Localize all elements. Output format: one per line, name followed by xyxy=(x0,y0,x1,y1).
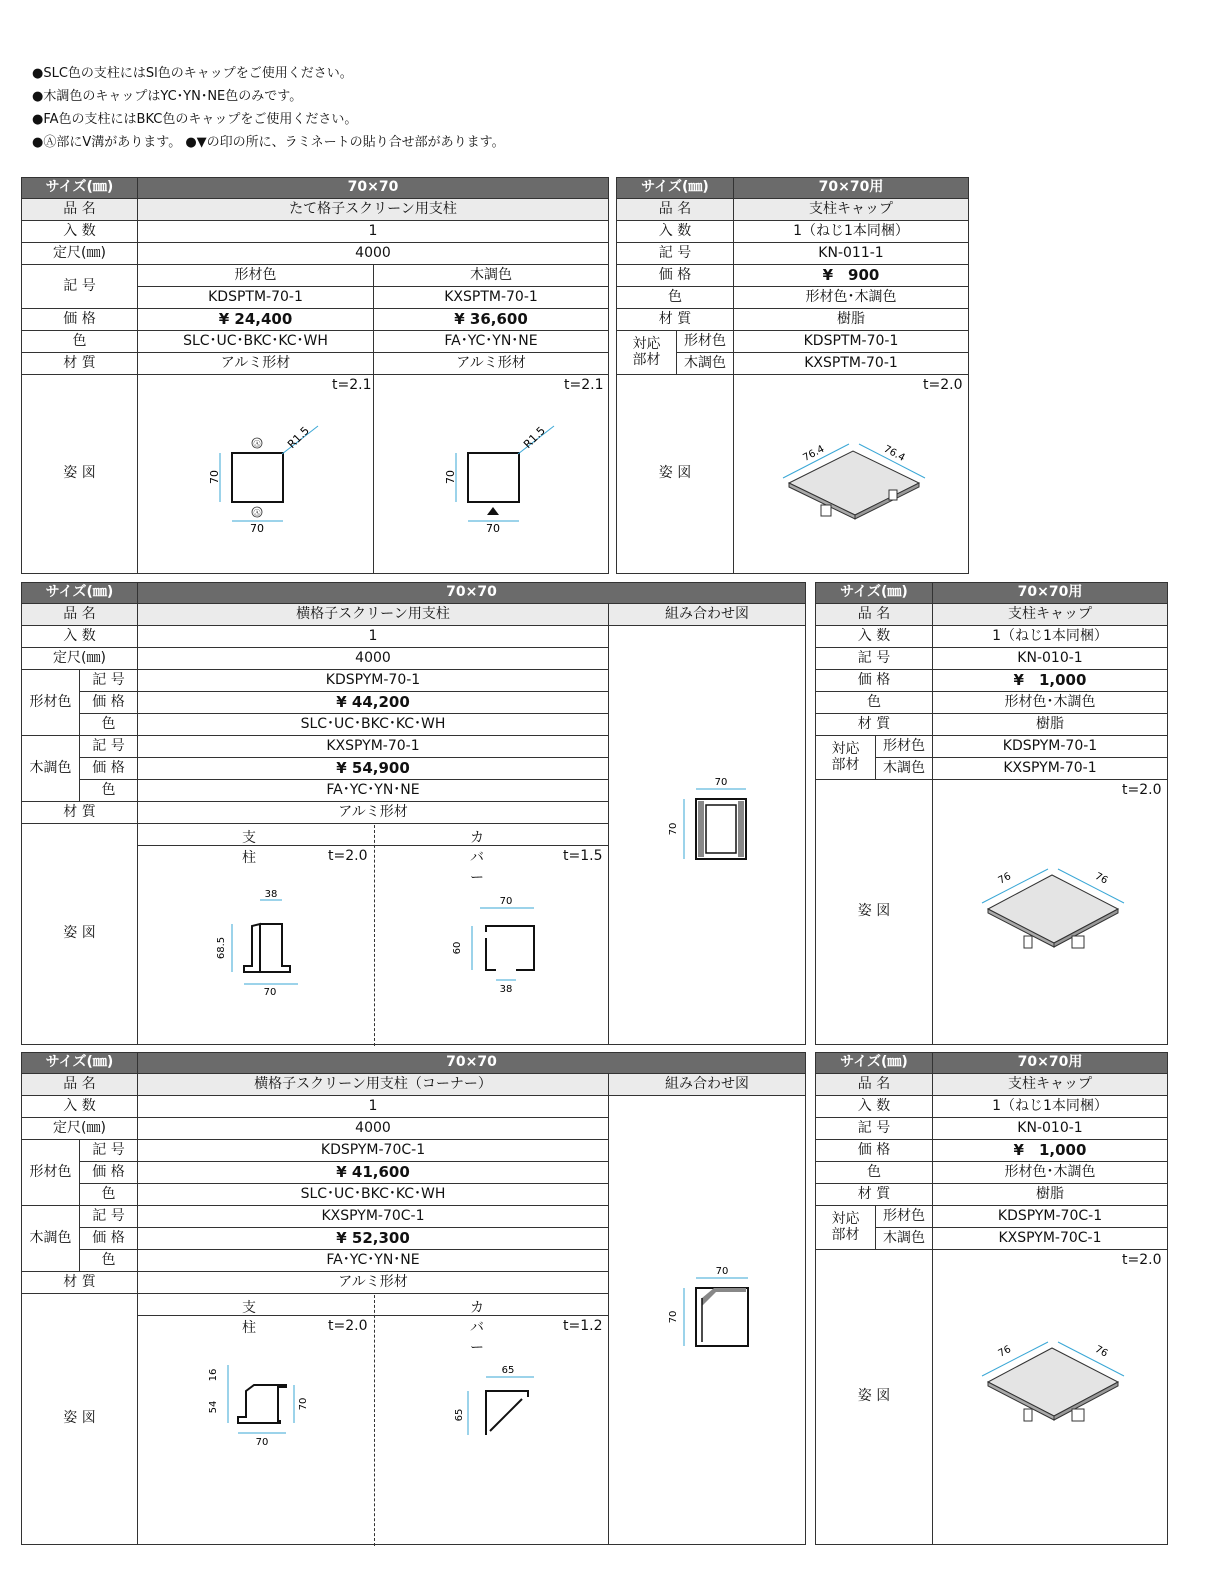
dim-width: 70 xyxy=(714,777,728,788)
dim-width: 70 xyxy=(715,1266,729,1277)
compat-label: 対応 部材 xyxy=(815,1205,876,1250)
color-a: SLC･UC･BKC･KC･WH xyxy=(137,330,374,353)
material-label: 材 質 xyxy=(616,308,734,331)
product-name: 支柱キャップ xyxy=(733,198,969,221)
sub-header-row xyxy=(137,823,609,846)
material-label: 材 質 xyxy=(815,713,933,736)
divider xyxy=(374,1295,375,1546)
dim-width: 70 xyxy=(486,522,500,535)
dim-b: 76 xyxy=(1092,870,1110,887)
price-label: 価 格 xyxy=(616,264,734,287)
price-value: ¥ 1,000 xyxy=(932,669,1168,692)
color-label-a: 色 xyxy=(79,1183,138,1206)
length-value: 4000 xyxy=(137,647,609,670)
dim-height: 60 xyxy=(452,941,463,955)
profile-diagram-b xyxy=(434,418,564,538)
thickness: t=2.0 xyxy=(1122,1252,1162,1268)
qty-value: 1（ねじ1本同梱） xyxy=(733,220,969,243)
cap-diagram xyxy=(968,865,1138,965)
color-label: 色 xyxy=(815,691,933,714)
product-name: 横格子スクリーン用支柱（コーナー） xyxy=(137,1073,609,1096)
notes xyxy=(32,62,505,154)
cap-diagram xyxy=(968,1338,1138,1438)
groove-mark-bottom: Ⓐ xyxy=(253,509,261,517)
code-label: 記 号 xyxy=(815,1117,933,1140)
code-label-b: 記 号 xyxy=(79,1205,138,1228)
price-a: ¥ 44,200 xyxy=(137,691,609,714)
compat-b-label: 木調色 xyxy=(875,757,933,780)
divider xyxy=(374,825,375,1046)
frame-color-group-label: 形材色 xyxy=(21,669,80,736)
dim-b: 76 xyxy=(1092,1343,1110,1360)
compat-a-label: 形材色 xyxy=(676,330,734,353)
compat-a: KDSPYM-70C-1 xyxy=(932,1205,1168,1228)
size-value: 70×70 xyxy=(137,582,806,604)
dim-a: 76 xyxy=(996,870,1014,887)
material-value: アルミ形材 xyxy=(137,1271,609,1294)
code-a: KDSPYM-70-1 xyxy=(137,669,609,692)
compat-label: 対応 部材 xyxy=(815,735,876,780)
dim-height: 70 xyxy=(444,470,457,484)
color-b: FA･YC･YN･NE xyxy=(137,779,609,802)
size-value: 70×70用 xyxy=(932,1052,1168,1074)
price-value: ¥ 1,000 xyxy=(932,1139,1168,1162)
compat-b: KXSPYM-70-1 xyxy=(932,757,1168,780)
figure-label: 姿 図 xyxy=(21,1293,138,1545)
material-value: 樹脂 xyxy=(932,713,1168,736)
dim-top: 16 xyxy=(208,1368,219,1382)
post-label: 支柱 xyxy=(242,1300,256,1336)
dim-b: 76.4 xyxy=(881,443,907,464)
qty-label: 入 数 xyxy=(815,1095,933,1118)
dim-height: 70 xyxy=(668,1310,679,1324)
color-label: 色 xyxy=(815,1161,933,1184)
color-label-a: 色 xyxy=(79,713,138,736)
code-value: KN-011-1 xyxy=(733,242,969,265)
qty-label: 入 数 xyxy=(815,625,933,648)
note-1: ●SLC色の支柱にはSl色のキャップをご使用ください。 xyxy=(32,66,353,81)
compat-b-label: 木調色 xyxy=(875,1227,933,1250)
compat-b: KXSPYM-70C-1 xyxy=(932,1227,1168,1250)
qty-value: 1（ねじ1本同梱） xyxy=(932,1095,1168,1118)
product-name: たて格子スクリーン用支柱 xyxy=(137,198,609,221)
name-label: 品 名 xyxy=(21,1073,138,1096)
figure-label: 姿 図 xyxy=(815,1249,933,1545)
name-label: 品 名 xyxy=(616,198,734,221)
dim-bottom: 38 xyxy=(499,984,513,995)
code-label-a: 記 号 xyxy=(79,669,138,692)
price-label-a: 価 格 xyxy=(79,1161,138,1184)
code-label-b: 記 号 xyxy=(79,735,138,758)
groove-mark-top: Ⓐ xyxy=(253,440,261,448)
product-name: 支柱キャップ xyxy=(932,603,1168,626)
size-value: 70×70 xyxy=(137,1052,806,1074)
color-a: SLC･UC･BKC･KC･WH xyxy=(137,1183,609,1206)
compat-b-label: 木調色 xyxy=(676,352,734,375)
dim-height: 70 xyxy=(668,822,679,836)
thickness: t=2.0 xyxy=(923,377,963,393)
wood-color-group-label: 木調色 xyxy=(21,735,80,802)
dim-a: 76.4 xyxy=(801,443,827,464)
dim-height: 65 xyxy=(454,1408,465,1422)
code-label: 記 号 xyxy=(815,647,933,670)
code-label-a: 記 号 xyxy=(79,1139,138,1162)
figure-label: 姿 図 xyxy=(616,374,734,574)
size-label: サイズ(㎜) xyxy=(21,582,138,604)
cover-label: カバー xyxy=(470,830,484,886)
compat-a-label: 形材色 xyxy=(875,735,933,758)
name-label: 品 名 xyxy=(815,603,933,626)
wood-color-group-label: 木調色 xyxy=(21,1205,80,1272)
qty-label: 入 数 xyxy=(21,1095,138,1118)
corner-post-profile-diagram xyxy=(202,1351,322,1491)
qty-label: 入 数 xyxy=(21,625,138,648)
material-label: 材 質 xyxy=(21,1271,138,1294)
length-label: 定尺(㎜) xyxy=(21,647,138,670)
color-label-b: 色 xyxy=(79,779,138,802)
qty-label: 入 数 xyxy=(21,220,138,243)
code-label: 記 号 xyxy=(21,264,138,309)
length-value: 4000 xyxy=(137,1117,609,1140)
thickness-b: t=2.1 xyxy=(564,377,604,393)
price-b: ¥ 54,900 xyxy=(137,757,609,780)
combo-label: 組み合わせ図 xyxy=(608,603,806,626)
post-profile-diagram xyxy=(212,886,312,996)
compat-b: KXSPTM-70-1 xyxy=(733,352,969,375)
figure-label: 姿 図 xyxy=(21,374,138,574)
thickness-a: t=2.1 xyxy=(332,377,372,393)
note-3: ●FA色の支柱にはBKC色のキャップをご使用ください。 xyxy=(32,112,358,127)
price-a: ¥ 41,600 xyxy=(137,1161,609,1184)
compat-a-label: 形材色 xyxy=(875,1205,933,1228)
dim-radius: R1.5 xyxy=(285,424,313,452)
code-a: KDSPYM-70C-1 xyxy=(137,1139,609,1162)
qty-value: 1 xyxy=(137,220,609,243)
size-value: 70×70 xyxy=(137,177,609,199)
size-label: サイズ(㎜) xyxy=(616,177,734,199)
color-label: 色 xyxy=(21,330,138,353)
thickness-post: t=2.0 xyxy=(328,1318,368,1334)
color-value: 形材色･木調色 xyxy=(733,286,969,309)
material-label: 材 質 xyxy=(815,1183,933,1206)
post-label: 支柱 xyxy=(242,830,256,866)
dim-right: 70 xyxy=(298,1397,309,1411)
corner-cover-profile-diagram xyxy=(452,1351,562,1471)
profile-diagram-a xyxy=(198,418,328,538)
size-label: サイズ(㎜) xyxy=(21,177,138,199)
code-value: KN-010-1 xyxy=(932,647,1168,670)
size-label: サイズ(㎜) xyxy=(815,582,933,604)
code-b: KXSPTM-70-1 xyxy=(373,286,609,309)
product-name: 支柱キャップ xyxy=(932,1073,1168,1096)
price-label-b: 価 格 xyxy=(79,1227,138,1250)
cover-label: カバー xyxy=(470,1300,484,1356)
material-value: 樹脂 xyxy=(932,1183,1168,1206)
product-name: 横格子スクリーン用支柱 xyxy=(137,603,609,626)
price-b: ¥ 52,300 xyxy=(137,1227,609,1250)
length-label: 定尺(㎜) xyxy=(21,1117,138,1140)
material-b: アルミ形材 xyxy=(373,352,609,375)
sub-header-row xyxy=(137,1293,609,1316)
thickness-post: t=2.0 xyxy=(328,848,368,864)
color-value: 形材色･木調色 xyxy=(932,691,1168,714)
name-label: 品 名 xyxy=(815,1073,933,1096)
dim-height: 68.5 xyxy=(216,936,227,960)
compat-label: 対応 部材 xyxy=(616,330,677,375)
color-a: SLC･UC･BKC･KC･WH xyxy=(137,713,609,736)
combo-label: 組み合わせ図 xyxy=(608,1073,806,1096)
color-value: 形材色･木調色 xyxy=(932,1161,1168,1184)
material-label: 材 質 xyxy=(21,352,138,375)
col-a-label: 形材色 xyxy=(137,264,374,287)
name-label: 品 名 xyxy=(21,198,138,221)
note-4: ●Ⓐ部にV溝があります。 ●▼の印の所に、ラミネートの貼り合せ部があります。 xyxy=(32,135,505,150)
material-value: アルミ形材 xyxy=(137,801,609,824)
figure-label: 姿 図 xyxy=(815,779,933,1045)
dim-top: 65 xyxy=(501,1365,515,1376)
price-label: 価 格 xyxy=(815,669,933,692)
length-label: 定尺(㎜) xyxy=(21,242,138,265)
price-value: ¥ 900 xyxy=(733,264,969,287)
material-label: 材 質 xyxy=(21,801,138,824)
name-label: 品 名 xyxy=(21,603,138,626)
color-label-b: 色 xyxy=(79,1249,138,1272)
dim-height: 70 xyxy=(208,470,221,484)
col-b-label: 木調色 xyxy=(373,264,609,287)
dim-bottom: 70 xyxy=(263,987,277,996)
corner-combo-diagram xyxy=(662,1258,782,1368)
price-label: 価 格 xyxy=(21,308,138,331)
price-a: ¥ 24,400 xyxy=(137,308,374,331)
qty-value: 1（ねじ1本同梱） xyxy=(932,625,1168,648)
thickness-cover: t=1.2 xyxy=(563,1318,603,1334)
color-b: FA･YC･YN･NE xyxy=(373,330,609,353)
thickness: t=2.0 xyxy=(1122,782,1162,798)
size-label: サイズ(㎜) xyxy=(21,1052,138,1074)
price-b: ¥ 36,600 xyxy=(373,308,609,331)
compat-a: KDSPTM-70-1 xyxy=(733,330,969,353)
color-b: FA･YC･YN･NE xyxy=(137,1249,609,1272)
dim-a: 76 xyxy=(996,1343,1014,1360)
frame-color-group-label: 形材色 xyxy=(21,1139,80,1206)
material-value: 樹脂 xyxy=(733,308,969,331)
code-label: 記 号 xyxy=(616,242,734,265)
cap-diagram xyxy=(769,430,939,530)
figure-label: 姿 図 xyxy=(21,823,138,1045)
dim-radius: R1.5 xyxy=(521,424,549,452)
code-a: KDSPTM-70-1 xyxy=(137,286,374,309)
code-value: KN-010-1 xyxy=(932,1117,1168,1140)
length-value: 4000 xyxy=(137,242,609,265)
thickness-cover: t=1.5 xyxy=(563,848,603,864)
qty-value: 1 xyxy=(137,1095,609,1118)
price-label-a: 価 格 xyxy=(79,691,138,714)
qty-label: 入 数 xyxy=(616,220,734,243)
dim-top: 38 xyxy=(264,889,278,900)
material-a: アルミ形材 xyxy=(137,352,374,375)
compat-a: KDSPYM-70-1 xyxy=(932,735,1168,758)
combo-diagram xyxy=(662,773,772,873)
dim-top: 70 xyxy=(499,896,513,907)
qty-value: 1 xyxy=(137,625,609,648)
size-value: 70×70用 xyxy=(932,582,1168,604)
dim-bottom: 70 xyxy=(255,1437,269,1448)
code-b: KXSPYM-70-1 xyxy=(137,735,609,758)
cover-profile-diagram xyxy=(446,886,546,996)
dim-mid: 54 xyxy=(208,1400,219,1414)
note-2: ●木調色のキャップはYC･YN･NE色のみです。 xyxy=(32,89,303,104)
color-label: 色 xyxy=(616,286,734,309)
dim-width: 70 xyxy=(250,522,264,535)
size-label: サイズ(㎜) xyxy=(815,1052,933,1074)
size-value: 70×70用 xyxy=(733,177,969,199)
price-label-b: 価 格 xyxy=(79,757,138,780)
code-b: KXSPYM-70C-1 xyxy=(137,1205,609,1228)
price-label: 価 格 xyxy=(815,1139,933,1162)
